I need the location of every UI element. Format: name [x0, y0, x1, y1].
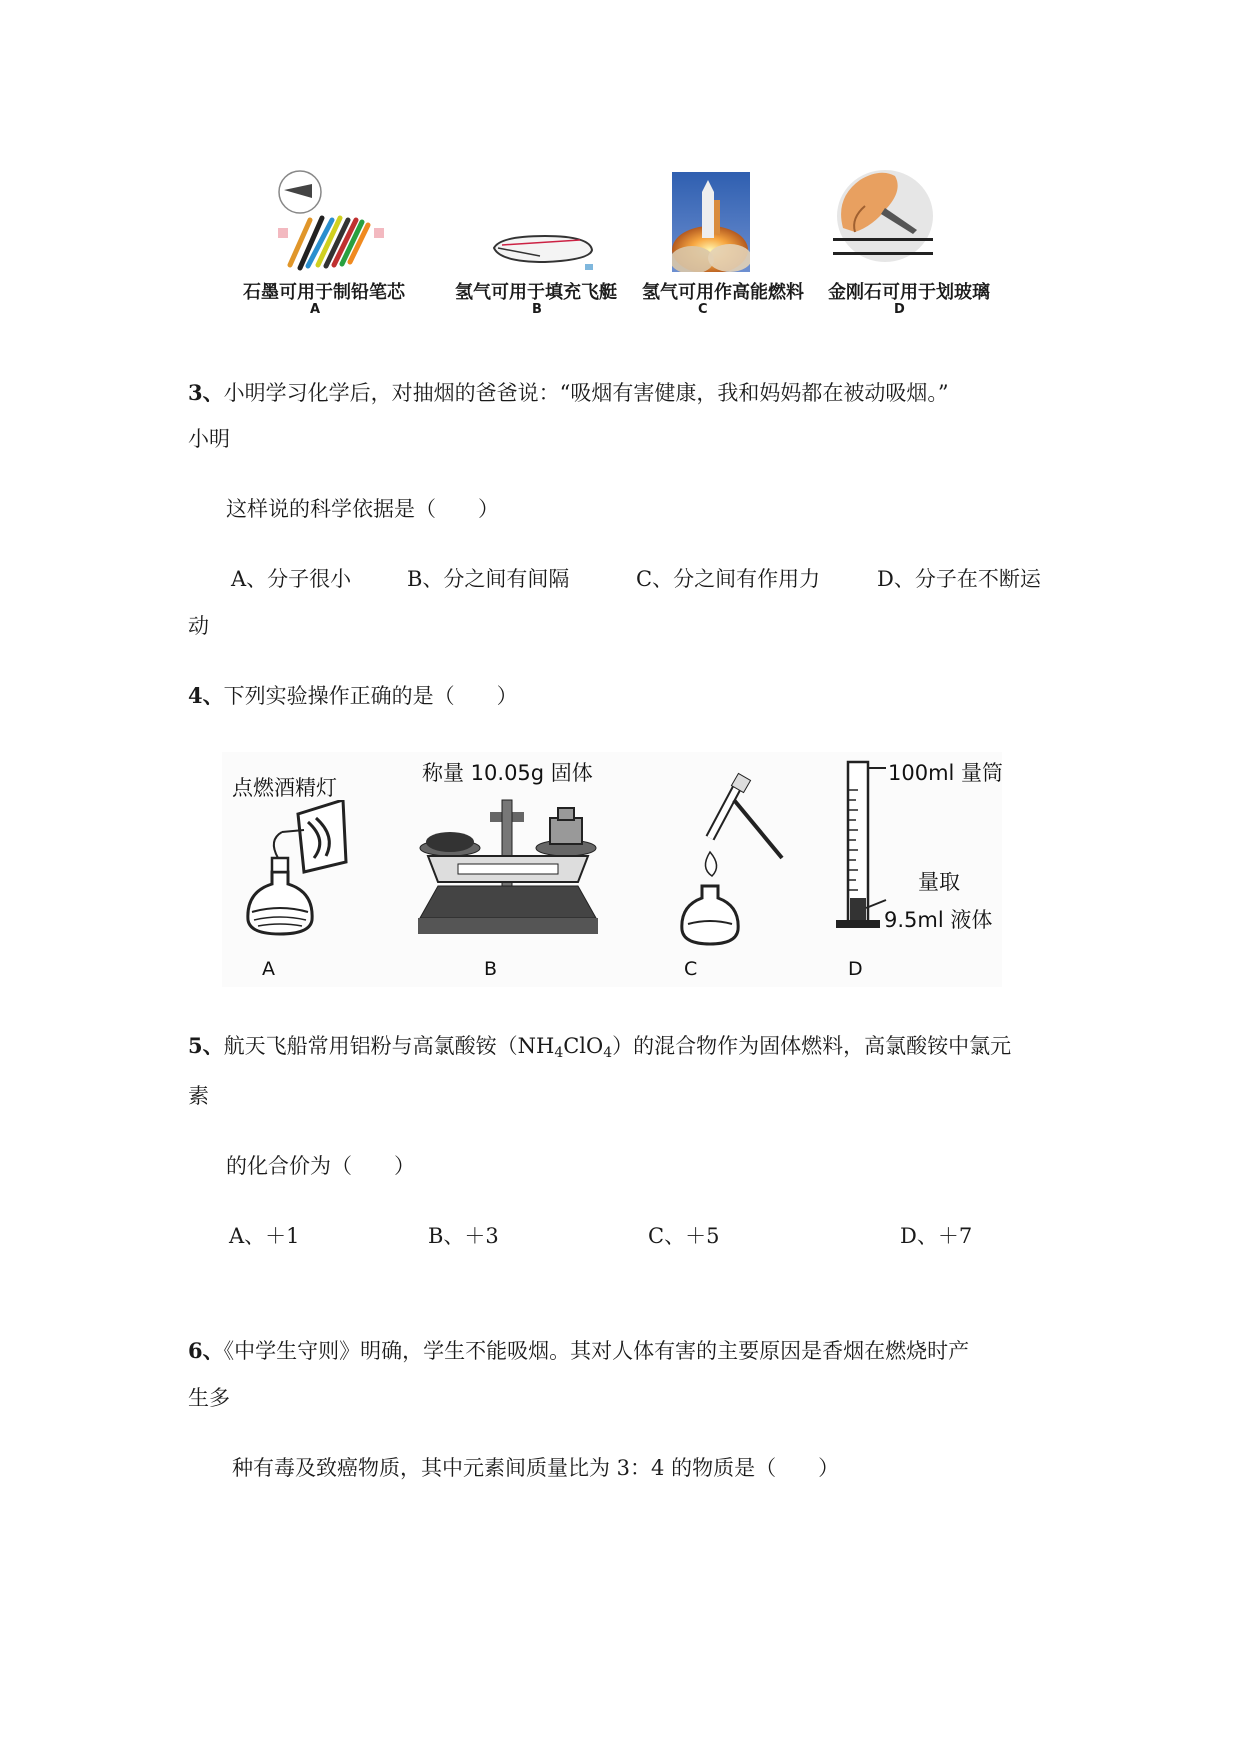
- subscript: 4: [603, 1045, 613, 1061]
- option-d-wrap: 动: [188, 614, 209, 638]
- question-stem-continued: 这样说的科学依据是（ ）: [226, 497, 499, 521]
- letter-b: B: [484, 958, 498, 980]
- option-d: D、＋7: [900, 1224, 973, 1248]
- question-number: 5、: [188, 1033, 224, 1058]
- graduated-cylinder-image: [830, 760, 890, 935]
- question-stem-continued: 种有毒及致癌物质，其中元素间质量比为 3：4 的物质是（ ）: [232, 1456, 840, 1480]
- label-light-lamp: 点燃酒精灯: [232, 776, 337, 800]
- label-cylinder: 100ml 量筒: [888, 761, 1004, 785]
- question-stem: 下列实验操作正确的是（ ）: [223, 684, 518, 708]
- question-stem: 《中学生守则》明确，学生不能吸烟。其对人体有害的主要原因是香烟在燃烧时产: [223, 1339, 970, 1363]
- letter-c: C: [698, 302, 708, 317]
- question-number: 3、: [188, 380, 224, 405]
- rocket-launch-image: [672, 172, 750, 272]
- balance-image: [418, 790, 598, 940]
- diamond-glass-image: [825, 168, 935, 268]
- letter-a: A: [262, 958, 275, 980]
- letter-c: C: [684, 958, 698, 980]
- option-d: D、分子在不断运: [877, 567, 1041, 591]
- question-stem-post: ）的混合物作为固体燃料，高氯酸铵中氯元: [612, 1034, 1012, 1058]
- option-b: B、分之间有间隔: [407, 567, 570, 591]
- option-c: C、分之间有作用力: [636, 567, 821, 591]
- label-volume: 9.5ml 液体: [884, 908, 993, 932]
- option-a: A、＋1: [229, 1224, 300, 1248]
- option-a: A、分子很小: [231, 567, 352, 591]
- question-number: 4、: [188, 683, 224, 708]
- label-measure: 量取: [918, 870, 960, 894]
- letter-b: B: [532, 302, 542, 317]
- airship-image: [490, 228, 595, 273]
- option-b: B、＋3: [428, 1224, 499, 1248]
- letter-a: A: [310, 302, 321, 317]
- caption-d: 金刚石可用于划玻璃: [828, 282, 990, 303]
- option-c: C、＋5: [648, 1224, 720, 1248]
- caption-b: 氢气可用于填充飞艇: [455, 282, 617, 303]
- question-stem-wrap: 小明: [188, 427, 230, 451]
- heating-tube-image: [672, 758, 792, 948]
- caption-c: 氢气可用作高能燃料: [642, 282, 804, 303]
- subscript: 4: [554, 1045, 564, 1061]
- question-stem-wrap: 生多: [188, 1386, 230, 1410]
- question-number: 6、: [188, 1338, 224, 1363]
- letter-d: D: [894, 302, 905, 317]
- letter-d: D: [848, 958, 863, 980]
- question-stem-continued: 的化合价为（ ）: [226, 1154, 415, 1178]
- question-stem: 小明学习化学后，对抽烟的爸爸说：“吸烟有害健康，我和妈妈都在被动吸烟。”: [223, 381, 949, 405]
- label-weigh-solid: 称量 10.05g 固体: [422, 761, 593, 785]
- caption-a: 石墨可用于制铅笔芯: [243, 282, 405, 303]
- question-stem-pre: 航天飞船常用铝粉与高氯酸铵（NH: [223, 1034, 555, 1058]
- pencil-image: [270, 170, 390, 275]
- alcohol-lamp-image: [238, 800, 363, 938]
- formula-part: ClO: [563, 1034, 604, 1058]
- question-stem-wrap: 素: [188, 1084, 209, 1108]
